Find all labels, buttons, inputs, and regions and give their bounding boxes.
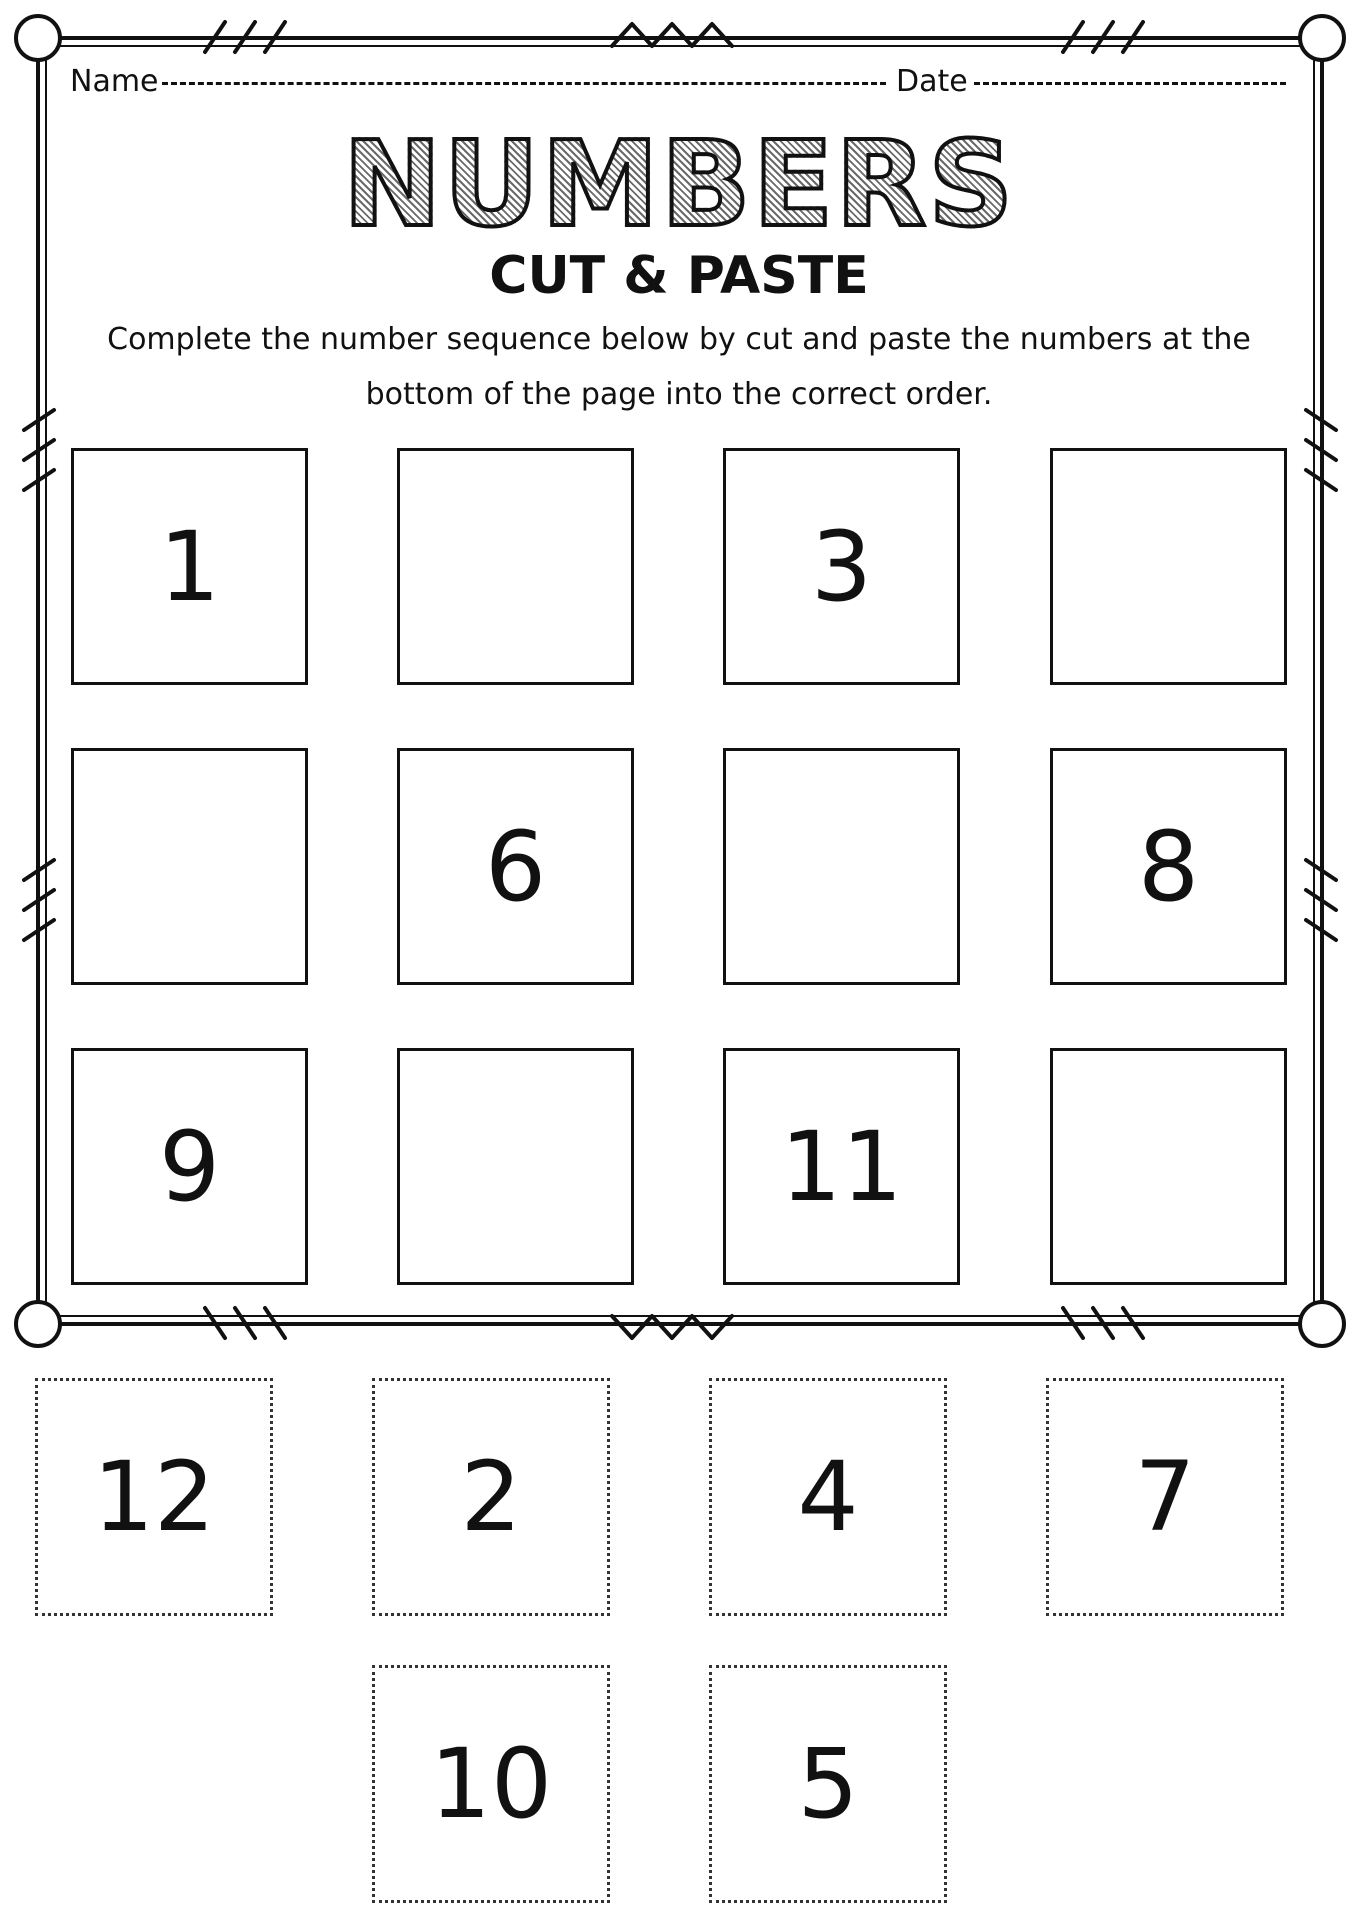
name-field[interactable] [162,82,886,85]
name-label: Name [70,64,159,99]
cutout-number: 10 [429,1728,553,1840]
grid-number: 3 [810,510,873,623]
date-label: Date [896,64,968,99]
grid-number: 6 [484,810,547,923]
cutout-card[interactable] [372,1378,610,1616]
grid-box[interactable] [397,448,634,685]
grid-box[interactable] [1050,1048,1287,1285]
date-field[interactable] [974,82,1286,85]
page-subtitle: CUT & PASTE [489,246,869,306]
cutout-number: 4 [797,1441,859,1553]
cutout-number: 5 [797,1728,859,1840]
instructions-text: Complete the number sequence below by cut and paste the numbers at the bottom of the page into the correct order. [107,322,1251,412]
grid-box[interactable] [723,1048,960,1285]
page-title: NUMBERS [0,125,1358,243]
cutout-card[interactable] [709,1665,947,1903]
corner-circle-icon [16,1302,60,1346]
cutout-number: 7 [1134,1441,1196,1553]
cutout-card[interactable] [1046,1378,1284,1616]
grid-box[interactable] [723,448,960,685]
cutout-card[interactable] [35,1378,273,1616]
corner-circle-icon [1300,16,1344,60]
grid-number: 11 [780,1110,903,1223]
grid-number: 9 [158,1110,221,1223]
grid-number: 8 [1137,810,1200,923]
cutout-card[interactable] [372,1665,610,1903]
cutout-number: 12 [92,1441,216,1553]
grid-box[interactable] [1050,448,1287,685]
grid-box[interactable] [1050,748,1287,985]
grid-box[interactable] [71,1048,308,1285]
grid-box[interactable] [397,748,634,985]
grid-box[interactable] [397,1048,634,1285]
corner-circle-icon [16,16,60,60]
grid-box[interactable] [71,748,308,985]
grid-box[interactable] [723,748,960,985]
cutout-card[interactable] [709,1378,947,1616]
cutout-number: 2 [460,1441,522,1553]
grid-box[interactable] [71,448,308,685]
grid-number: 1 [158,510,221,623]
corner-circle-icon [1300,1302,1344,1346]
